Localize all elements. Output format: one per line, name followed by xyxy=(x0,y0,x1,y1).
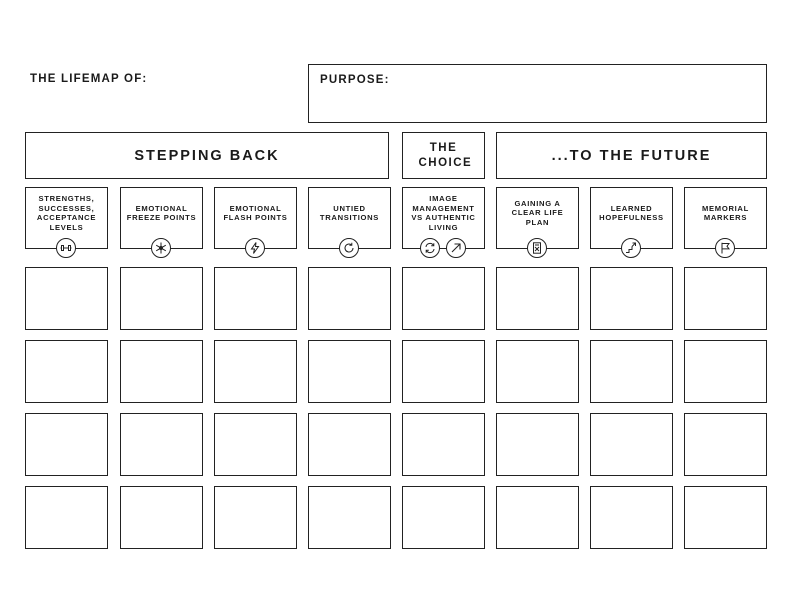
plan-icon xyxy=(527,238,547,258)
refresh-icon xyxy=(339,238,359,258)
grid-cell-c7-r1[interactable] xyxy=(590,267,673,330)
grid-cell-c8-r2[interactable] xyxy=(684,340,767,403)
grid-cell-c6-r1[interactable] xyxy=(496,267,579,330)
grid-cell-c6-r3[interactable] xyxy=(496,413,579,476)
column-header-label: LEARNED HOPEFULNESS xyxy=(599,203,664,222)
stairs-arrow-icon xyxy=(621,238,641,258)
grid-cell-c8-r3[interactable] xyxy=(684,413,767,476)
grid-cell-c1-r3[interactable] xyxy=(25,413,108,476)
purpose-label: PURPOSE: xyxy=(320,74,390,86)
grid-cell-c7-r4[interactable] xyxy=(590,486,673,549)
column-header-label: STRENGTHS, SUCCESSES, ACCEPTANCE LEVELS xyxy=(36,194,97,232)
grid-cell-c8-r4[interactable] xyxy=(684,486,767,549)
snowflake-icon xyxy=(151,238,171,258)
grid-cell-c3-r3[interactable] xyxy=(214,413,297,476)
column-header-label: IMAGE MANAGEMENT VS AUTHENTIC LIVING xyxy=(411,194,476,232)
column-header-5 xyxy=(402,187,485,249)
grid-cell-c4-r1[interactable] xyxy=(308,267,391,330)
grid-cell-c2-r2[interactable] xyxy=(120,340,203,403)
grid-cell-c2-r3[interactable] xyxy=(120,413,203,476)
grid-cell-c3-r4[interactable] xyxy=(214,486,297,549)
grid-cell-c5-r4[interactable] xyxy=(402,486,485,549)
grid-cell-c6-r2[interactable] xyxy=(496,340,579,403)
section-to-the-future: ...TO THE FUTURE xyxy=(496,132,767,179)
grid-cell-c8-r1[interactable] xyxy=(684,267,767,330)
dumbbell-icon xyxy=(56,238,76,258)
grid-cell-c1-r2[interactable] xyxy=(25,340,108,403)
section-the-choice xyxy=(402,132,485,179)
arrow-up-right-icon xyxy=(446,238,466,258)
flag-icon xyxy=(715,238,735,258)
grid-cell-c5-r3[interactable] xyxy=(402,413,485,476)
grid-cell-c4-r3[interactable] xyxy=(308,413,391,476)
column-header-label: MEMORIAL MARKERS xyxy=(702,203,749,222)
cycle-icon xyxy=(420,238,440,258)
grid-cell-c6-r4[interactable] xyxy=(496,486,579,549)
grid-cell-c2-r4[interactable] xyxy=(120,486,203,549)
column-header-label: UNTIED TRANSITIONS xyxy=(319,203,380,222)
grid-cell-c4-r2[interactable] xyxy=(308,340,391,403)
grid-cell-c7-r3[interactable] xyxy=(590,413,673,476)
section-stepping-back: STEPPING BACK xyxy=(25,132,389,179)
grid-cell-c5-r1[interactable] xyxy=(402,267,485,330)
grid-cell-c2-r1[interactable] xyxy=(120,267,203,330)
column-header-label: EMOTIONAL FLASH POINTS xyxy=(223,203,288,222)
grid-cell-c4-r4[interactable] xyxy=(308,486,391,549)
grid-cell-c5-r2[interactable] xyxy=(402,340,485,403)
grid-cell-c1-r1[interactable] xyxy=(25,267,108,330)
lifemap-owner-label: THE LIFEMAP OF: xyxy=(30,73,148,85)
purpose-field[interactable] xyxy=(308,64,767,123)
section-the-choice-label: THE CHOICE xyxy=(418,141,473,169)
grid-cell-c3-r1[interactable] xyxy=(214,267,297,330)
grid-cell-c3-r2[interactable] xyxy=(214,340,297,403)
lightning-icon xyxy=(245,238,265,258)
column-header-label: GAINING A CLEAR LIFE PLAN xyxy=(511,198,564,227)
grid-cell-c7-r2[interactable] xyxy=(590,340,673,403)
grid-cell-c1-r4[interactable] xyxy=(25,486,108,549)
column-header-label: EMOTIONAL FREEZE POINTS xyxy=(126,203,197,222)
